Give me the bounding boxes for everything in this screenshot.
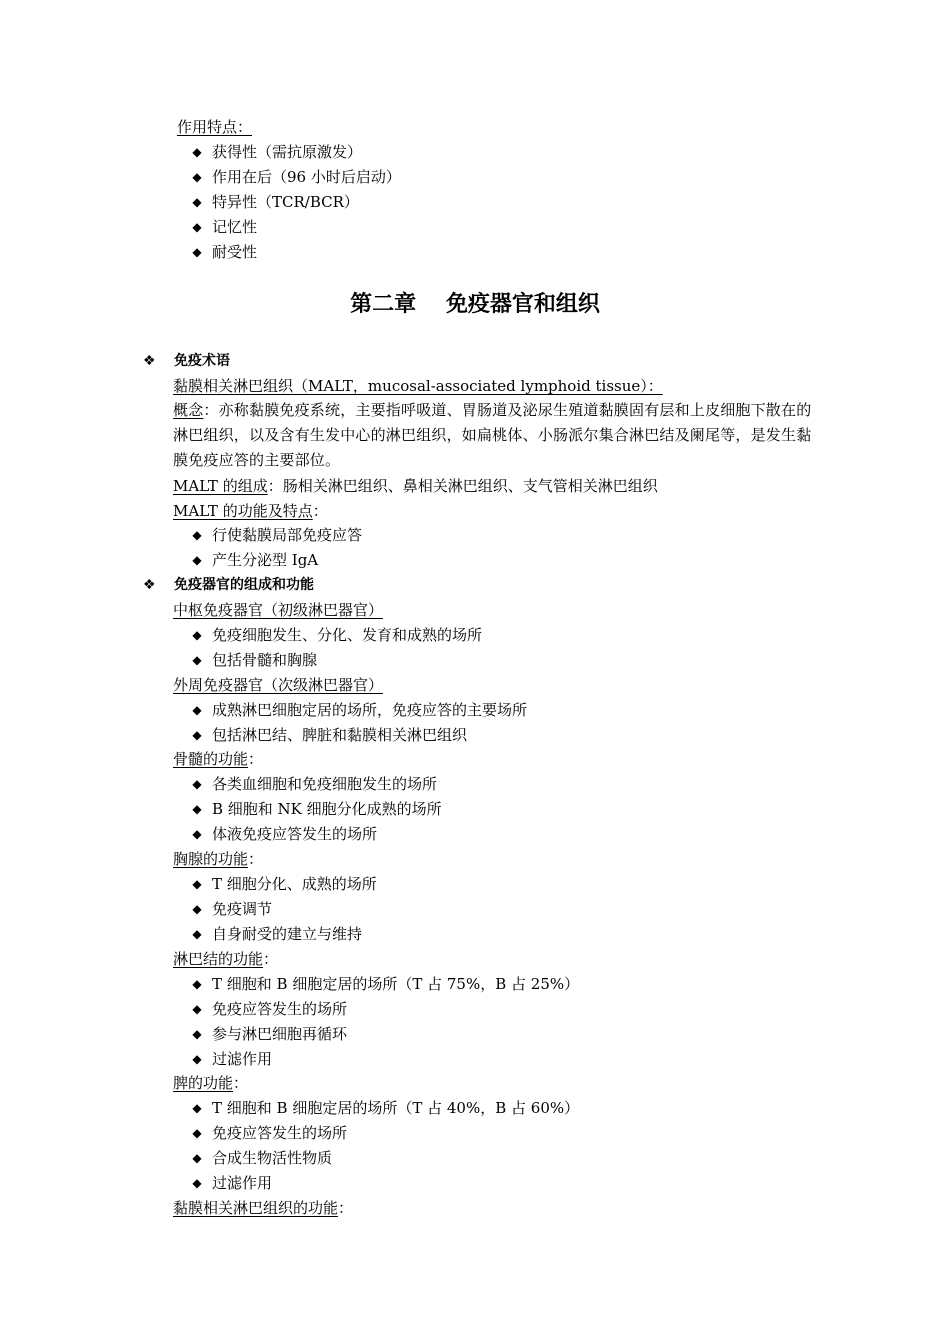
thymus-heading [173,849,263,869]
thymus-heading-text: 胸腺的功能 [173,850,249,868]
composition-label: MALT 的组成 [173,477,268,495]
section-title-terms: 免疫术语 [174,353,230,369]
bullet-icon: ◆ [192,728,202,742]
list-item: T 细胞和 B 细胞定居的场所（T 占 40%，B 占 60%） [212,1099,580,1117]
bullet-icon: ◆ [192,1126,202,1140]
colon: ： [248,850,264,868]
function-label: MALT 的功能及特点 [173,502,313,520]
bullet-icon: ◆ [192,245,202,259]
list-item: 自身耐受的建立与维持 [212,925,363,943]
section-title-organs: 免疫器官的组成和功能 [174,577,314,593]
section-marker-icon: ❖ [143,577,156,593]
bullet-icon: ◆ [192,1002,202,1016]
list-item: 免疫应答发生的场所 [212,1000,348,1018]
peripheral-organs-heading [173,675,383,695]
bullet-icon: ◆ [192,777,202,791]
list-item: 获得性（需抗原激发） [212,143,363,161]
colon: ： [263,950,279,968]
list-item: 成熟淋巴细胞定居的场所，免疫应答的主要场所 [212,701,528,719]
list-item: 作用在后（96 小时后启动） [212,168,401,186]
bullet-icon: ◆ [192,1151,202,1165]
characteristics-heading-text: 作用特点： [177,118,253,136]
list-item: 包括骨髓和胸腺 [212,651,318,669]
bullet-icon: ◆ [192,1027,202,1041]
bullet-icon: ◆ [192,628,202,642]
malt-heading [173,376,663,396]
colon: ： [248,750,264,768]
characteristics-heading [177,117,252,137]
bullet-icon: ◆ [192,170,202,184]
peripheral-organs-heading-text: 外周免疫器官（次级淋巴器官） [173,676,384,694]
concept-label: 概念 [173,401,204,419]
list-item: 免疫应答发生的场所 [212,1124,348,1142]
bullet-icon: ◆ [192,145,202,159]
bullet-icon: ◆ [192,653,202,667]
central-organs-heading-text: 中枢免疫器官（初级淋巴器官） [173,601,384,619]
bullet-icon: ◆ [192,1052,202,1066]
section-marker-icon: ❖ [143,353,156,369]
list-item: 过滤作用 [212,1050,273,1068]
bullet-icon: ◆ [192,877,202,891]
list-item: 免疫调节 [212,900,273,918]
chapter-title: 第二章 免疫器官和组织 [350,292,600,317]
colon: ： [338,1199,354,1217]
list-item: 产生分泌型 IgA [212,551,319,569]
list-item: 免疫细胞发生、分化、发育和成熟的场所 [212,626,483,644]
list-item: 过滤作用 [212,1174,273,1192]
list-item: 各类血细胞和免疫细胞发生的场所 [212,775,438,793]
list-item: 行使黏膜局部免疫应答 [212,526,363,544]
malt-composition [173,476,658,496]
function-colon: ： [312,502,328,520]
bullet-icon: ◆ [192,703,202,717]
bullet-icon: ◆ [192,1176,202,1190]
bullet-icon: ◆ [192,1101,202,1115]
bullet-icon: ◆ [192,195,202,209]
colon: ： [233,1074,249,1092]
bullet-icon: ◆ [192,528,202,542]
bullet-icon: ◆ [192,902,202,916]
list-item: 体液免疫应答发生的场所 [212,825,378,843]
malt-function-heading [173,501,328,521]
lymph-node-heading [173,949,278,969]
list-item: 参与淋巴细胞再循环 [212,1025,348,1043]
marrow-heading-text: 骨髓的功能 [173,750,249,768]
bullet-icon: ◆ [192,802,202,816]
spleen-heading [173,1073,248,1093]
bullet-icon: ◆ [192,553,202,567]
concept-text: ：亦称黏膜免疫系统，主要指呼吸道、胃肠道及泌尿生殖道黏膜固有层和上皮细胞下散在的淋巴组织，以及含有生发中心的淋巴组织，如扁桃体、小肠派尔集合淋巴结及阑尾等，是发生黏膜免疫应答的主要部位。 [173,401,812,469]
list-item: 特异性（TCR/BCR） [212,193,359,211]
spleen-heading-text: 脾的功能 [173,1074,234,1092]
bullet-icon: ◆ [192,827,202,841]
list-item: 记忆性 [212,218,258,236]
malt-heading-text: 黏膜相关淋巴组织（MALT，mucosal-associated lymphoid tissue）： [173,377,663,395]
list-item: T 细胞分化、成熟的场所 [212,875,377,893]
list-item: 包括淋巴结、脾脏和黏膜相关淋巴组织 [212,726,468,744]
bullet-icon: ◆ [192,220,202,234]
list-item: 耐受性 [212,243,258,261]
central-organs-heading [173,600,383,620]
concept-paragraph [173,398,813,473]
bullet-icon: ◆ [192,927,202,941]
list-item: 合成生物活性物质 [212,1149,333,1167]
list-item: B 细胞和 NK 细胞分化成熟的场所 [212,800,442,818]
list-item: T 细胞和 B 细胞定居的场所（T 占 75%，B 占 25%） [212,975,580,993]
composition-text: ：肠相关淋巴组织、鼻相关淋巴组织、支气管相关淋巴组织 [267,477,658,495]
mucosa-heading-text: 黏膜相关淋巴组织的功能 [173,1199,339,1217]
lymph-node-heading-text: 淋巴结的功能 [173,950,264,968]
marrow-heading [173,749,263,769]
mucosa-heading [173,1198,353,1218]
bullet-icon: ◆ [192,977,202,991]
